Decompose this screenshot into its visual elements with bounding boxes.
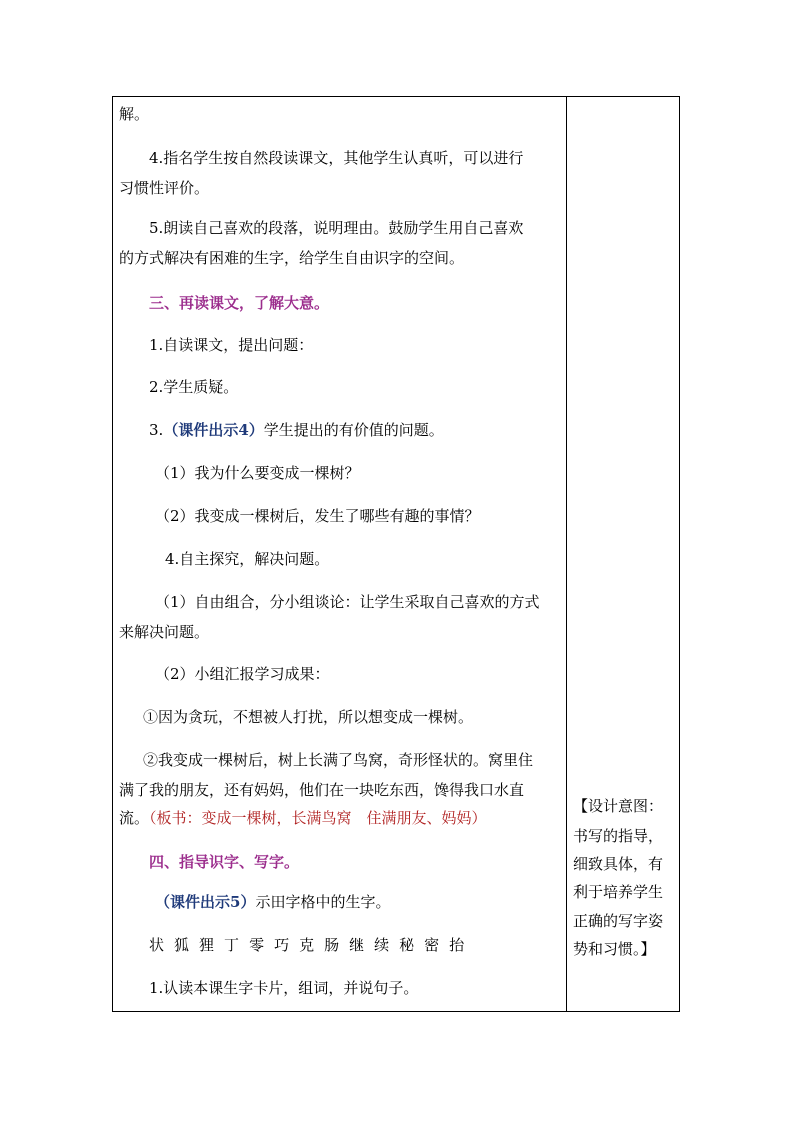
courseware-tag: （课件出示5）	[155, 893, 256, 911]
text-line: 1.认读本课生字卡片，组词，并说句子。	[149, 979, 419, 997]
character: 状	[149, 936, 165, 954]
lesson-content-cell	[113, 97, 566, 1011]
character: 肠	[324, 936, 340, 954]
text-line	[155, 893, 390, 911]
character: 零	[249, 936, 265, 954]
design-note-line: 势和习惯。】	[573, 940, 656, 958]
text-line: 1.自读课文，提出问题：	[149, 336, 314, 354]
design-note-line: 正确的写字姿	[573, 912, 664, 930]
text-line: 2.学生质疑。	[149, 378, 239, 396]
new-characters-row	[149, 936, 474, 954]
item-number: 3.	[149, 421, 164, 439]
text-line: 满了我的朋友，还有妈妈，他们在一块吃东西，馋得我口水直	[119, 781, 525, 799]
character: 续	[374, 936, 390, 954]
section-heading-3: 三、再读课文，了解大意。	[149, 294, 330, 312]
board-note: （板书：变成一棵树，长满鸟窝 住满朋友、妈妈）	[149, 809, 487, 827]
character: 秘	[399, 936, 415, 954]
item-text: 流。	[119, 809, 150, 827]
text-line: 5.朗读自己喜欢的段落，说明理由。鼓励学生用自己喜欢	[149, 219, 524, 237]
text-line	[149, 421, 444, 439]
design-note-line: 利于培养学生	[573, 883, 664, 901]
design-intent-cell	[567, 97, 679, 1011]
text-line: 解。	[119, 105, 150, 123]
text-line: ①因为贪玩，不想被人打扰，所以想变成一棵树。	[143, 708, 474, 726]
text-line: 习惯性评价。	[119, 179, 210, 197]
character: 巧	[274, 936, 290, 954]
text-line	[119, 809, 487, 827]
text-line: ②我变成一棵树后，树上长满了鸟窝，奇形怪状的。窝里住	[143, 751, 534, 769]
character: 丁	[224, 936, 240, 954]
character: 密	[424, 936, 440, 954]
lesson-table	[112, 96, 680, 1012]
design-note-line: 细致具体，有	[573, 855, 664, 873]
character: 抬	[449, 936, 465, 954]
text-line: 4.指名学生按自然段读课文，其他学生认真听，可以进行	[149, 149, 524, 167]
text-line: （2）小组汇报学习成果：	[155, 665, 330, 683]
item-text: 示田字格中的生字。	[255, 893, 391, 911]
text-line: （2）我变成一棵树后，发生了哪些有趣的事情？	[155, 507, 480, 525]
text-line: （1）我为什么要变成一棵树？	[155, 464, 360, 482]
text-line: （1）自由组合，分小组谈论：让学生采取自己喜欢的方式	[155, 593, 540, 611]
text-line: 4.自主探究，解决问题。	[165, 550, 330, 568]
courseware-tag: （课件出示4）	[163, 421, 264, 439]
design-note-line: 【设计意图：	[573, 797, 664, 815]
section-heading-4: 四、指导识字、写字。	[149, 853, 300, 871]
character: 继	[349, 936, 365, 954]
character: 克	[299, 936, 315, 954]
design-note-line: 书写的指导，	[573, 827, 664, 845]
character: 狐	[174, 936, 190, 954]
character: 狸	[199, 936, 215, 954]
item-text: 学生提出的有价值的问题。	[263, 421, 444, 439]
text-line: 来解决问题。	[119, 623, 210, 641]
text-line: 的方式解决有困难的生字，给学生自由识字的空间。	[119, 249, 465, 267]
